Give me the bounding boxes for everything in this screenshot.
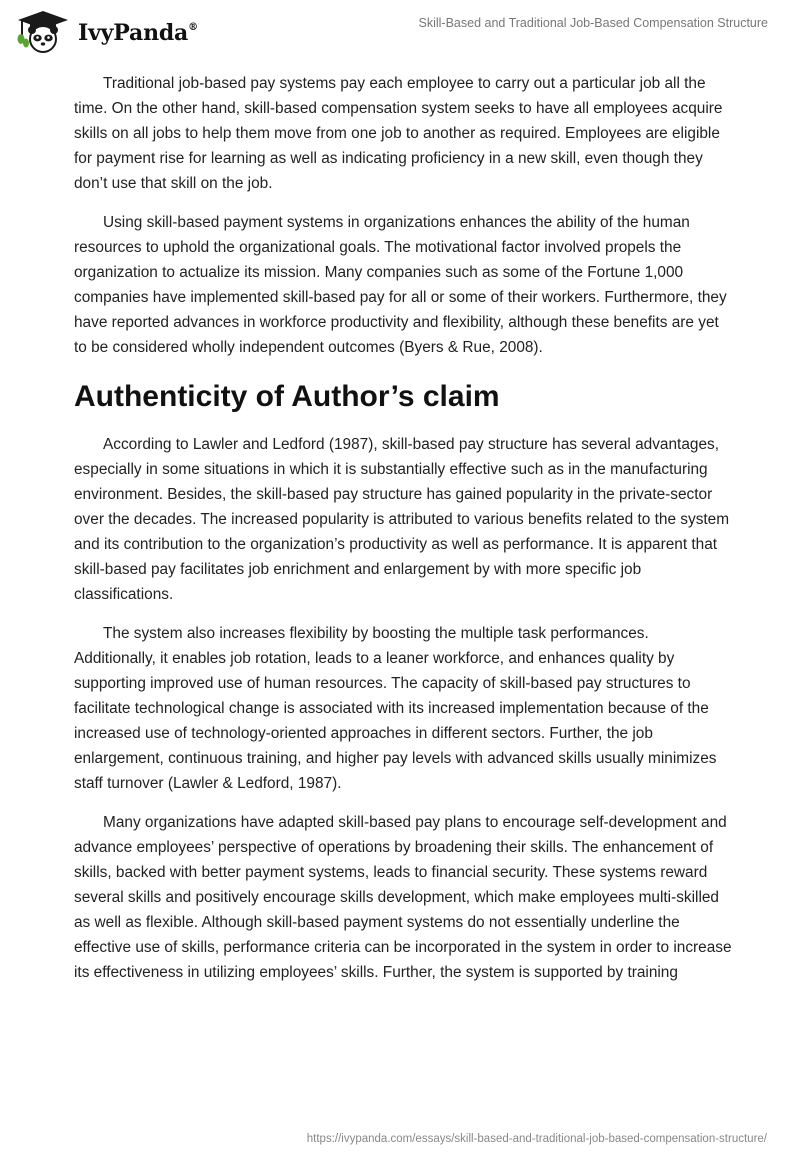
running-title: Skill-Based and Traditional Job-Based Compensation Structure — [418, 16, 768, 30]
logo-wordmark — [78, 20, 198, 46]
panda-graduation-cap-icon — [14, 9, 72, 53]
page-header — [0, 0, 800, 70]
source-url[interactable]: https://ivypanda.com/essays/skill-based-and-traditional-job-based-compensation-structure/ — [306, 1133, 767, 1145]
ivypanda-logo[interactable] — [14, 9, 198, 53]
article-body — [74, 71, 734, 999]
paragraph: Many organizations have adapted skill-based pay plans to encourage self-development and advance employees’ perspective of operations by broadening their skills. The enhancement of skills, backed with better payment systems, leads to financial security. These systems reward several skills and positively encourage skills development, which make employees multi-skilled as well as flexible. Although skill-based payment systems do not essentially underline the effective use of skills, performance criteria can be incorporated in the system in order to increase its effectiveness in utilizing employees’ skills. Further, the system is supported by training — [74, 814, 732, 981]
paragraph: Using skill-based payment systems in organizations enhances the ability of the human resources to uphold the organizational goals. The motivational factor involved propels the organization to actualize its mission. Many companies such as some of the Fortune 1,000 companies have implemented skill-based pay for all or some of their workers. Furthermore, they have reported advances in workforce productivity and flexibility, although these benefits are yet to be considered wholly independent outcomes (Byers & Rue, 2008). — [74, 214, 727, 356]
section-heading: Authenticity of Author’s claim — [74, 380, 500, 413]
paragraph: According to Lawler and Ledford (1987), skill-based pay structure has several advantages, especially in some situations in which it is substantially effective such as in the manufacturing environment. Besides, the skill-based pay structure has gained popularity in the private-sector over the decades. The increased popularity is attributed to various benefits related to the system and its contribution to the organization’s productivity as well as performance. It is apparent that skill-based pay facilitates job enrichment and enlargement by with more specific job classifications. — [74, 436, 730, 603]
paragraph: The system also increases flexibility by boosting the multiple task performances. Additionally, it enables job rotation, leads to a leaner workforce, and enhances quality by supporting improved use of human resources. The capacity of skill-based pay structures to facilitate technological change is associated with its increased implementation because of the increased use of technology-oriented approaches in different sectors. Further, the job enlargement, continuous training, and higher pay levels with advanced skills usually minimizes staff turnover (Lawler & Ledford, 1987). — [74, 625, 717, 792]
registered-mark: ® — [188, 21, 198, 33]
paragraph: Traditional job-based pay systems pay each employee to carry out a particular job all the time. On the other hand, skill-based compensation system seeks to have all employees acquire skills on all jobs to help them move from one job to another as required. Employees are eligible for payment rise for learning as well as indicating proficiency in a new skill, even though they don’t use that skill on the job. — [74, 75, 723, 192]
brand-name: IvyPanda — [78, 20, 189, 46]
